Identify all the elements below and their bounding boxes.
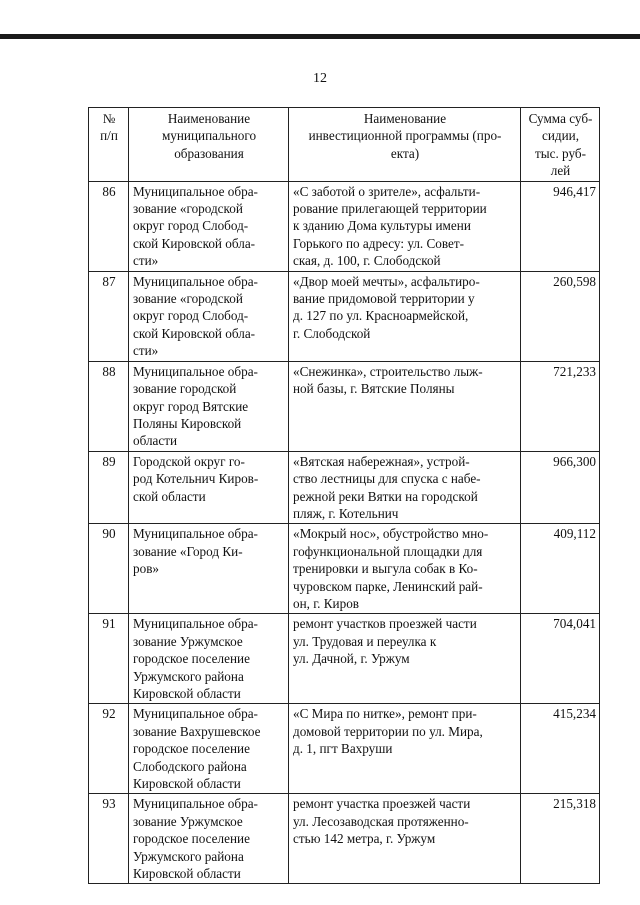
row-amount: 721,233 (521, 361, 600, 451)
row-municipality (129, 181, 289, 271)
header-municipality (129, 108, 289, 182)
row-municipality (129, 704, 289, 794)
text-line: стью 142 метра, г. Уржум (293, 831, 436, 847)
text-line: № (102, 111, 116, 126)
text-line: род Котельнич Киров- (133, 471, 259, 487)
row-municipality (129, 361, 289, 451)
page-number: 12 (313, 71, 327, 86)
text-line: п/п (100, 128, 118, 144)
row-municipality (129, 614, 289, 704)
header-number (89, 108, 129, 182)
text-line: режной реки Вятки на городской (293, 488, 478, 504)
text-line: ул. Лесозаводская протяженно- (293, 813, 469, 829)
text-line: к зданию Дома культуры имени (293, 218, 471, 234)
text-line: ров» (133, 561, 160, 577)
text-line: рование прилегающей территории (293, 201, 487, 217)
text-line: Поляны Кировской (133, 415, 242, 431)
text-line: Наименование (167, 111, 251, 126)
text-line: ской области (133, 488, 206, 504)
row-municipality (129, 451, 289, 524)
table-row (89, 524, 600, 614)
text-line: ной базы, г. Вятские Поляны (293, 381, 455, 397)
row-municipality (129, 524, 289, 614)
text-line: «Двор моей мечты», асфальтиро- (293, 273, 480, 289)
row-number: 93 (89, 794, 129, 884)
text-line: ремонт участков проезжей части (293, 616, 477, 632)
text-line: гофункциональной площадки для (293, 543, 483, 559)
table-row (89, 794, 600, 884)
table-row (89, 614, 600, 704)
table-row (89, 451, 600, 524)
row-program (289, 361, 521, 451)
text-line: Муниципальное обра- (133, 706, 258, 722)
text-line: лей (550, 163, 571, 179)
text-line: зование Вахрушевское (133, 723, 261, 739)
text-line: Слободского района (133, 758, 247, 774)
row-program (289, 524, 521, 614)
row-program (289, 271, 521, 361)
row-program (289, 794, 521, 884)
text-line: Наименование (363, 111, 447, 126)
row-program (289, 704, 521, 794)
text-line: Муниципальное обра- (133, 363, 258, 379)
row-program (289, 451, 521, 524)
text-line: Кировской области (133, 866, 241, 882)
row-program (289, 614, 521, 704)
text-line: «Снежинка», строительство лыж- (293, 363, 483, 379)
text-line: Кировской области (133, 776, 241, 792)
top-rule (0, 34, 640, 39)
text-line: вание придомовой территории у (293, 291, 475, 307)
row-number: 87 (89, 271, 129, 361)
text-line: ул. Дачной, г. Уржум (293, 651, 410, 667)
table-header-row (89, 108, 600, 182)
text-line: зование «городской (133, 291, 243, 307)
text-line: зование «городской (133, 201, 243, 217)
row-number: 89 (89, 451, 129, 524)
row-number: 91 (89, 614, 129, 704)
row-amount: 260,598 (521, 271, 600, 361)
row-amount: 215,318 (521, 794, 600, 884)
text-line: ство лестницы для спуска с набе- (293, 471, 481, 487)
text-line: ремонт участка проезжей части (293, 796, 471, 812)
text-line: пляж, г. Котельнич (293, 505, 399, 521)
text-line: Кировской области (133, 686, 241, 701)
text-line: зование «Город Ки- (133, 543, 243, 559)
text-line: Сумма суб- (528, 111, 593, 126)
text-line: округ город Слобод- (133, 308, 249, 324)
text-line: Муниципальное обра- (133, 796, 258, 812)
row-municipality (129, 794, 289, 884)
header-program (289, 108, 521, 182)
row-number: 92 (89, 704, 129, 794)
row-number: 90 (89, 524, 129, 614)
text-line: г. Слободской (293, 325, 371, 341)
table-row (89, 361, 600, 451)
text-line: ской Кировской обла- (133, 325, 256, 341)
text-line: образования (174, 145, 244, 161)
text-line: зование городской (133, 381, 237, 397)
row-number: 86 (89, 181, 129, 271)
text-line: округ город Вятские (133, 398, 249, 414)
row-amount: 409,112 (521, 524, 600, 614)
text-line: домовой территории по ул. Мира, (293, 723, 483, 739)
row-amount: 704,041 (521, 614, 600, 704)
text-line: сидии, (541, 128, 580, 144)
text-line: округ город Слобод- (133, 218, 249, 234)
text-line: городское поселение (133, 831, 250, 847)
text-line: «Вятская набережная», устрой- (293, 453, 470, 469)
row-amount: 946,417 (521, 181, 600, 271)
table-row (89, 181, 600, 271)
text-line: Муниципальное обра- (133, 526, 258, 542)
text-line: городское поселение (133, 651, 250, 667)
text-line: Уржумского района (133, 668, 244, 684)
text-line: муниципального (161, 128, 257, 144)
text-line: Уржумского района (133, 848, 244, 864)
subsidy-table (88, 107, 600, 884)
text-line: д. 1, пгт Вахруши (293, 741, 393, 757)
text-line: зование Уржумское (133, 633, 243, 649)
text-line: чуровском парке, Ленинский рай- (293, 578, 483, 594)
text-line: «С Мира по нитке», ремонт при- (293, 706, 477, 722)
table-row (89, 704, 600, 794)
text-line: Муниципальное обра- (133, 183, 258, 199)
row-amount: 966,300 (521, 451, 600, 524)
row-program (289, 181, 521, 271)
text-line: Горького по адресу: ул. Совет- (293, 235, 465, 251)
table-row (89, 271, 600, 361)
text-line: тренировки и выгула собак в Ко- (293, 561, 478, 577)
text-line: екта) (390, 145, 420, 161)
text-line: ул. Трудовая и переулка к (293, 633, 437, 649)
text-line: сти» (133, 343, 159, 359)
row-number: 88 (89, 361, 129, 451)
text-line: он, г. Киров (293, 595, 360, 611)
text-line: «Мокрый нос», обустройство мно- (293, 526, 489, 542)
row-municipality (129, 271, 289, 361)
text-line: Муниципальное обра- (133, 273, 258, 289)
text-line: зование Уржумское (133, 813, 243, 829)
text-line: инвестиционной программы (про- (308, 128, 502, 144)
text-line: области (133, 433, 178, 449)
text-line: «С заботой о зрителе», асфальти- (293, 183, 481, 199)
text-line: ской Кировской обла- (133, 235, 256, 251)
row-amount: 415,234 (521, 704, 600, 794)
text-line: д. 127 по ул. Красноармейской, (293, 308, 469, 324)
text-line: ская, д. 100, г. Слободской (293, 253, 441, 269)
text-line: тыс. руб- (534, 145, 586, 161)
text-line: Городской округ го- (133, 453, 245, 469)
text-line: сти» (133, 253, 159, 269)
text-line: Муниципальное обра- (133, 616, 258, 632)
header-amount (521, 108, 600, 182)
text-line: городское поселение (133, 741, 250, 757)
